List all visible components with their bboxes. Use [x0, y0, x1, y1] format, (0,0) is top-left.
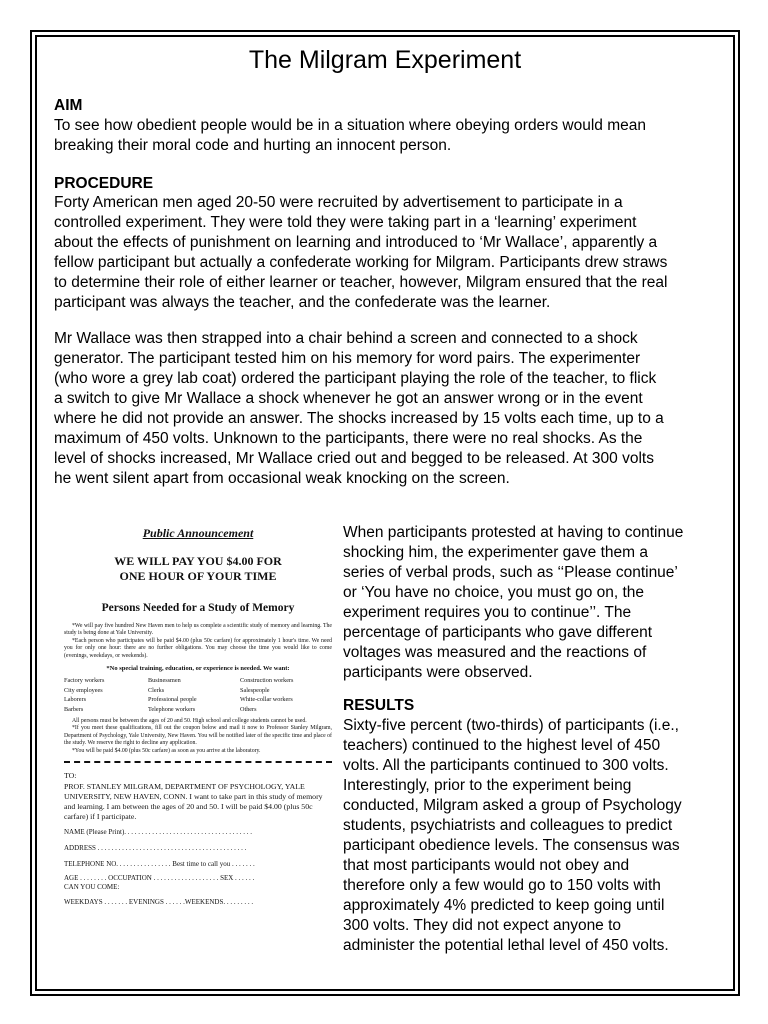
text-line: breaking their moral code and hurting an innocent person.	[54, 137, 452, 154]
text-line: (who wore a grey lab coat) ordered the participant playing the role of the teacher, to flick	[54, 370, 657, 387]
results-paragraph	[343, 716, 715, 956]
advert-requirements: *No special training, education, or experience is needed. We want:	[106, 665, 290, 673]
text-line: conducted, Milgram asked a group of Psychology	[343, 797, 682, 814]
advert-coupon	[64, 771, 332, 822]
job-item: Salespeople	[240, 686, 270, 694]
text-line: about the effects of punishment on learning and introduced to ‘Mr Wallace’, apparently a	[54, 234, 658, 251]
advert-body-2	[64, 718, 332, 755]
job-item: Factory workers	[64, 677, 105, 685]
coupon-cut-line	[64, 761, 332, 763]
text-line: or ‘You have no choice, you must go on, the	[343, 584, 645, 601]
text-line: series of verbal prods, such as ‘‘Please continue’	[343, 564, 678, 581]
procedure-heading: PROCEDURE	[54, 175, 154, 192]
text-line: 300 volts. They did not expect anyone to	[343, 917, 622, 934]
text-line: To see how obedient people would be in a situation where obeying orders would mean	[54, 117, 646, 134]
job-item: White-collar workers	[240, 696, 293, 704]
text-line: that most participants would not obey and	[343, 857, 630, 874]
coupon-name-field: NAME (Please Print). . . . . . . . . . . . . . . . . . . . . . . . . . . . . . . . . . . . .	[64, 828, 253, 837]
aim-text	[54, 116, 724, 156]
page-title: The Milgram Experiment	[248, 46, 522, 74]
text-line: level of shocks increased, Mr Wallace cried out and begged to be released. At 300 volts	[54, 450, 654, 467]
text-line: approximately 4% predicted to keep going until	[343, 897, 665, 914]
text-line: Sixty-five percent (two-thirds) of participants (i.e.,	[343, 717, 679, 734]
text-line: When participants protested at having to continue	[343, 524, 684, 541]
job-item: Others	[240, 705, 257, 713]
coupon-address-field: ADDRESS . . . . . . . . . . . . . . . . . . . . . . . . . . . . . . . . . . . . . . . . . . .	[64, 844, 247, 853]
text-line: where he did not provide an answer. The shocks increased by 15 volts each time, up to a	[54, 410, 664, 427]
coupon-can-come: CAN YOU COME:	[64, 883, 120, 892]
advert-job-list	[64, 676, 332, 714]
text-line: volts. All the participants continued to 300 volts.	[343, 757, 669, 774]
advert-paragraph: *We will pay five hundred New Haven men to help us complete a scientific study of memory and learning. The study is being done at Yale University.	[64, 623, 332, 637]
advert-pay-line: ONE HOUR OF YOUR TIME	[119, 569, 277, 583]
text-line: he went silent apart from occasional weak knocking on the screen.	[54, 470, 510, 487]
text-line: fellow participant but actually a confederate working for Milgram. Participants drew straws	[54, 254, 668, 271]
text-line: shocking him, the experimenter gave them a	[343, 544, 648, 561]
text-line: participants were observed.	[343, 664, 533, 681]
procedure-paragraph-3	[343, 523, 715, 683]
job-item: Telephone workers	[148, 705, 196, 713]
coupon-when-field: WEEKDAYS . . . . . . . EVENINGS . . . . . .WEEKENDS. . . . . . . . .	[64, 898, 254, 907]
text-line: experiment requires you to continue’’. The	[343, 604, 632, 621]
procedure-paragraph-2	[54, 329, 724, 489]
text-line: administer the potential lethal level of 450 volts.	[343, 937, 669, 954]
text-line: controlled experiment. They were told they were taking part in a ‘learning’ experiment	[54, 214, 637, 231]
text-line: a switch to give Mr Wallace a shock whenever he got an answer wrong or in the event	[54, 390, 643, 407]
job-item: Construction workers	[240, 677, 294, 685]
job-item: Clerks	[148, 686, 165, 694]
advert-subtitle: Persons Needed for a Study of Memory	[101, 602, 295, 614]
advert-paragraph: *You will be paid $4.00 (plus 50c carfare) as soon as you arrive at the laboratory.	[72, 747, 261, 754]
text-line: Interestingly, prior to the experiment being	[343, 777, 632, 794]
job-item: City employees	[64, 686, 103, 694]
job-item: Laborers	[64, 696, 86, 704]
job-item: Businessmen	[148, 677, 181, 685]
text-line: generator. The participant tested him on his memory for word pairs. The experimenter	[54, 350, 641, 367]
advert-title: Public Announcement	[142, 526, 254, 540]
advert-pay-offer	[64, 554, 332, 584]
job-item: Professional people	[148, 696, 197, 704]
coupon-telephone-field: TELEPHONE NO. . . . . . . . . . . . . . . . Best time to call you . . . . . . .	[64, 860, 255, 869]
results-heading: RESULTS	[343, 697, 415, 714]
advert-body	[64, 623, 332, 660]
text-line: participant obedience levels. The consensus was	[343, 837, 680, 854]
coupon-to: TO:	[64, 771, 77, 781]
advert-paragraph: All persons must be between the ages of 20 and 50. High school and college students cannot be used.	[72, 718, 307, 725]
advert-pay-line: WE WILL PAY YOU $4.00 FOR	[114, 554, 282, 568]
aim-heading: AIM	[54, 97, 83, 114]
text-line: maximum of 450 volts. Unknown to the participants, there were no real shocks. As the	[54, 430, 643, 447]
text-line: to determine their role of either learner or teacher, however, Milgram ensured that the real	[54, 274, 668, 291]
text-line: therefore only a few would go to 150 volts with	[343, 877, 661, 894]
text-line: teachers) continued to the highest level of 450	[343, 737, 661, 754]
coupon-age-field: AGE . . . . . . . . OCCUPATION . . . . . . . . . . . . . . . . . . . SEX . . . . . .	[64, 874, 255, 883]
text-line: participant was always the teacher, and the confederate was the learner.	[54, 294, 551, 311]
job-item: Barbers	[64, 705, 84, 713]
coupon-text: PROF. STANLEY MILGRAM, DEPARTMENT OF PSYCHOLOGY, YALE UNIVERSITY, NEW HAVEN, CONN. I want to take part in this study of memory and learning. I am between the ages of 20 and 50. I will be paid $4.00 (plus 50c carfare) if I participate.	[64, 782, 323, 822]
text-line: Forty American men aged 20-50 were recruited by advertisement to participate in a	[54, 194, 623, 211]
text-line: voltages was measured and the reactions of	[343, 644, 647, 661]
text-line: students, psychiatrists and colleagues to predict	[343, 817, 673, 834]
advert-paragraph: *Each person who participates will be paid $4.00 (plus 50c carfare) for approximately 1 hour's time. We need you for only one hour: there are no further obligations. You may choose the time you would like to come (evenings, weekdays, or weekends).	[64, 637, 332, 659]
text-line: percentage of participants who gave different	[343, 624, 653, 641]
advert-paragraph: *If you meet these qualifications, fill out the coupon below and mail it now to Professor Stanley Milgram, Department of Psychology, Yale University, New Haven. You will be notified later of the specific time and place of the study. We reserve the right to decline any application.	[64, 725, 332, 747]
text-line: Mr Wallace was then strapped into a chair behind a screen and connected to a shock	[54, 330, 638, 347]
recruitment-advert	[64, 520, 332, 968]
procedure-paragraph-1	[54, 193, 724, 313]
